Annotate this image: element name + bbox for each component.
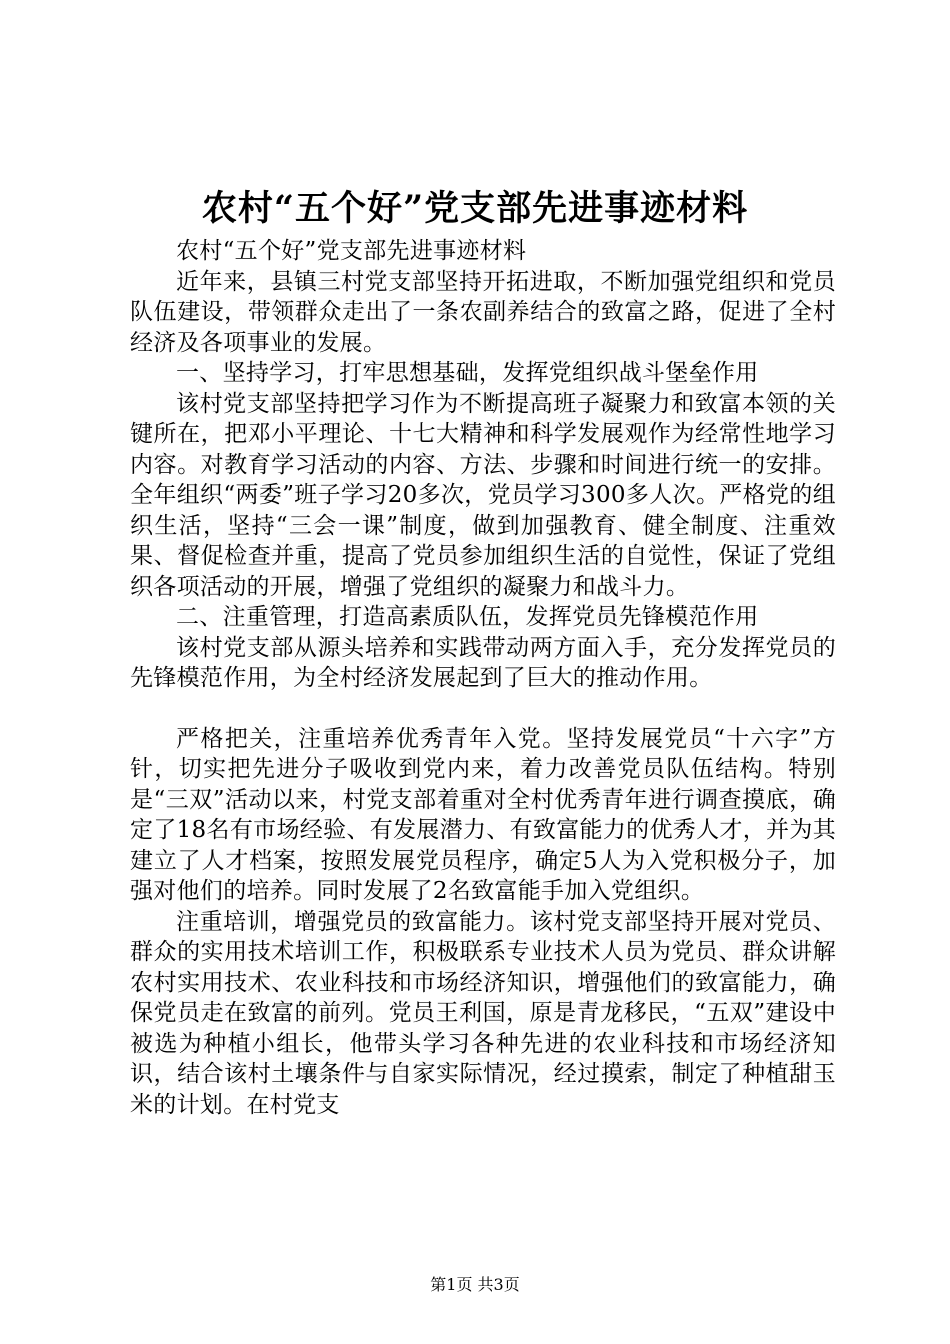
body-paragraph: 农村“五个好”党支部先进事迹材料 <box>176 238 527 264</box>
body-paragraph: 近年来，县镇三村党支部坚持开拓进取，不断加强党组织和党员队伍建设，带领群众走出了一条农副养结合的致富之路，促进了全村经济及各项事业的发展。 <box>130 268 836 356</box>
section-heading: 二、注重管理，打造高素质队伍，发挥党员先锋模范作用 <box>176 604 759 630</box>
body-paragraph: 该村党支部坚持把学习作为不断提高班子凝聚力和致富本领的关键所在，把邓小平理论、十七大精神和科学发展观作为经常性地学习内容。对教育学习活动的内容、方法、步骤和时间进行统一的安排。全年组织“两委”班子学习20多次，党员学习300多人次。严格党的组织生活，坚持“三会一课”制度，做到加强教育、健全制度、注重效果、督促检查并重，提高了党员参加组织生活的自觉性，保证了党组织各项活动的开展，增强了党组织的凝聚力和战斗力。 <box>130 390 836 600</box>
body-paragraph: 该村党支部从源头培养和实践带动两方面入手，充分发挥党员的先锋模范作用，为全村经济发展起到了巨大的推动作用。 <box>130 634 836 691</box>
document-title: 农村“五个好”党支部先进事迹材料 <box>201 188 749 229</box>
document-body <box>130 236 836 1120</box>
section-heading: 一、坚持学习，打牢思想基础，发挥党组织战斗堡垒作用 <box>176 360 759 386</box>
body-paragraph: 严格把关，注重培养优秀青年入党。坚持发展党员“十六字”方针，切实把先进分子吸收到党内来，着力改善党员队伍结构。特别是“三双”活动以来，村党支部着重对全村优秀青年进行调查摸底，确定了18名有市场经验、有发展潜力、有致富能力的优秀人才，并为其建立了人才档案，按照发展党员程序，确定5人为入党积极分子，加强对他们的培养。同时发展了2名致富能手加入党组织。 <box>130 725 836 904</box>
body-paragraph: 注重培训，增强党员的致富能力。该村党支部坚持开展对党员、群众的实用技术培训工作，积极联系专业技术人员为党员、群众讲解农村实用技术、农业科技和市场经济知识，增强他们的致富能力，确保党员走在致富的前列。党员王利国，原是青龙移民，“五双”建设中被选为种植小组长，他带头学习各种先进的农业科技和市场经济知识，结合该村土壤条件与自家实际情况，经过摸索，制定了种植甜玉米的计划。在村党支 <box>130 908 836 1118</box>
page-footer: 第1页 共3页 <box>430 1275 520 1294</box>
